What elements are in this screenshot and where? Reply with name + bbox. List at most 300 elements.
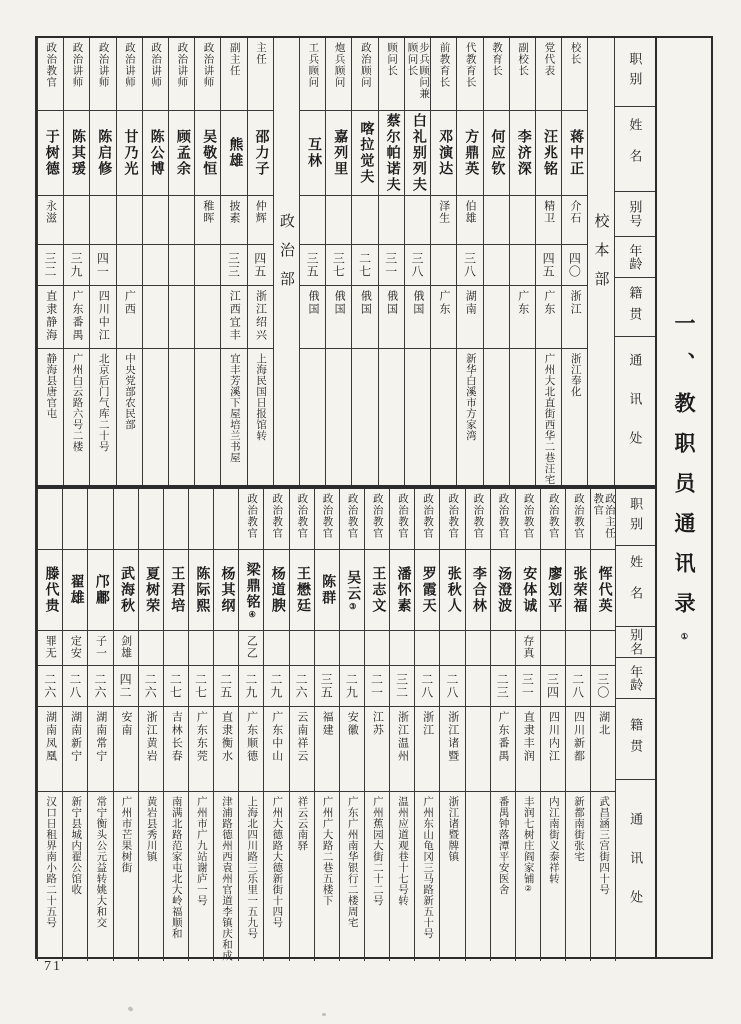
person-column [188, 489, 213, 961]
cell-origin [300, 286, 325, 349]
cell-origin [466, 707, 490, 792]
cell-origin [315, 707, 339, 792]
cell-address [38, 349, 63, 485]
cell-name [440, 550, 464, 631]
person-role: 政治教官 [246, 493, 258, 539]
person-name: 嘉列里 [332, 129, 348, 177]
cell-age [63, 666, 87, 707]
person-role: 政治讲师 [150, 42, 162, 88]
cell-origin [214, 707, 238, 792]
cell-address [510, 349, 535, 485]
person-age: 二九 [243, 673, 258, 699]
cell-age [379, 245, 404, 286]
cell-role [390, 489, 414, 550]
cell-role [63, 489, 87, 550]
person-column [37, 489, 62, 961]
header-name-label: 姓名 [627, 118, 643, 180]
cell-origin [484, 286, 509, 349]
person-column [89, 38, 115, 485]
person-name: 罗霞天 [420, 566, 436, 614]
header-alias [616, 627, 655, 658]
person-origin: 广东东莞 [195, 711, 208, 763]
cell-origin [290, 707, 314, 792]
person-age: 三五 [305, 252, 320, 278]
person-column [238, 489, 263, 961]
cell-age [466, 666, 490, 707]
person-age: 三三 [226, 252, 241, 278]
cell-origin [562, 286, 587, 349]
cell-age [214, 666, 238, 707]
cell-address [415, 792, 439, 961]
person-age: 四二 [118, 673, 133, 699]
cell-address [38, 792, 62, 961]
header-age-label: 年龄 [627, 244, 643, 270]
person-alias: 泽生 [437, 200, 450, 224]
cell-name [143, 111, 168, 196]
cell-role [352, 38, 377, 111]
header-origin [615, 278, 655, 337]
cell-alias [139, 631, 163, 666]
cell-address [63, 792, 87, 961]
cell-origin [390, 707, 414, 792]
cell-origin [591, 707, 615, 792]
cell-role [440, 489, 464, 550]
cell-origin [491, 707, 515, 792]
person-origin: 俄国 [306, 290, 319, 316]
person-origin: 广东 [542, 290, 555, 316]
cell-age [541, 666, 565, 707]
cell-origin [379, 286, 404, 349]
cell-role [300, 38, 325, 111]
person-origin: 直隶丰润 [522, 711, 535, 763]
cell-role [64, 38, 89, 111]
person-address: 常宁衡头公元益转姚大和交 [95, 796, 107, 928]
title-margin-strip [655, 38, 711, 957]
person-age: 四五 [541, 252, 556, 278]
cell-origin [169, 286, 194, 349]
person-column [37, 38, 63, 485]
cell-age [516, 666, 540, 707]
cell-role [415, 489, 439, 550]
person-column [378, 38, 404, 485]
person-alias: 披素 [228, 200, 241, 224]
cell-alias [114, 631, 138, 666]
cell-alias [466, 631, 490, 666]
person-column [220, 38, 246, 485]
cell-address [164, 792, 188, 961]
cell-address [591, 792, 615, 961]
header-name [615, 107, 655, 192]
cell-origin [164, 707, 188, 792]
person-name: 方鼎英 [463, 129, 479, 177]
cell-alias [491, 631, 515, 666]
cell-role [248, 38, 273, 111]
person-age: 四〇 [567, 252, 582, 278]
person-role: 政治讲师 [71, 42, 83, 88]
cell-name [248, 111, 273, 196]
cell-alias [516, 631, 540, 666]
cell-age [169, 245, 194, 286]
person-name: 顾孟余 [174, 129, 190, 177]
cell-name [38, 111, 63, 196]
person-age: 三七 [331, 252, 346, 278]
cell-age [340, 666, 364, 707]
footnote-mark: ② [523, 884, 533, 893]
cell-alias [90, 196, 115, 245]
cell-name [466, 550, 490, 631]
person-origin: 直隶衡水 [220, 711, 233, 763]
cell-address [189, 792, 213, 961]
person-origin: 湖北 [597, 711, 610, 737]
person-age: 二八 [444, 673, 459, 699]
person-name: 互林 [305, 137, 321, 169]
person-age: 三一 [383, 252, 398, 278]
cell-age [352, 245, 377, 286]
person-role: 步兵顾问兼顾问长 [406, 42, 430, 100]
cell-role [541, 489, 565, 550]
cell-address [326, 349, 351, 485]
header-role-label: 职别 [627, 52, 643, 92]
person-name: 翟雄 [68, 574, 84, 606]
header-column-top [614, 38, 655, 485]
person-name: 李合林 [470, 566, 486, 614]
person-origin: 吉林长春 [170, 711, 183, 763]
cell-alias [431, 196, 456, 245]
cell-alias [248, 196, 273, 245]
cell-name [365, 550, 389, 631]
header-origin-label: 籍贯 [627, 286, 643, 328]
person-name: 梁鼎铭④ [244, 561, 260, 619]
header-age [616, 658, 655, 699]
person-address: 北京后门气库二十号 [97, 353, 109, 452]
cell-address [379, 349, 404, 485]
cell-alias [415, 631, 439, 666]
cell-alias [38, 631, 62, 666]
person-address: 广州大北直街西华二巷汪宅 [543, 353, 555, 485]
cell-name [239, 550, 263, 631]
cell-origin [510, 286, 535, 349]
person-origin: 湖南凤凰 [44, 711, 57, 763]
person-role: 政治讲师 [176, 42, 188, 88]
cell-origin [415, 707, 439, 792]
cell-age [415, 666, 439, 707]
person-name: 潘怀素 [395, 566, 411, 614]
cell-address [239, 792, 263, 961]
person-address: 宜丰芳溪下屋培兰书屋 [228, 353, 240, 463]
cell-role [117, 38, 142, 111]
person-origin: 安徽 [346, 711, 359, 737]
cell-name [90, 111, 115, 196]
cell-age [365, 666, 389, 707]
cell-role [114, 489, 138, 550]
cell-age [405, 245, 430, 286]
cell-origin [139, 707, 163, 792]
cell-origin [457, 286, 482, 349]
person-name: 杨道腴 [269, 566, 285, 614]
person-age: 二六 [42, 673, 57, 699]
person-address: 广州市芒果树街 [120, 796, 132, 873]
person-column [314, 489, 339, 961]
person-column [289, 489, 314, 961]
person-address: 静海县唐官屯 [45, 353, 57, 419]
person-role: 教育长 [490, 42, 502, 77]
person-alias: 子一 [94, 635, 107, 659]
cell-address [195, 349, 220, 485]
cell-age [221, 245, 246, 286]
person-column [194, 38, 220, 485]
cell-origin [541, 707, 565, 792]
person-address: 汉口日租界南小路二十五号 [45, 796, 57, 928]
person-address: 武昌涵三宫街四十号 [598, 796, 610, 895]
person-column [430, 38, 456, 485]
person-role: 政治主任教官 [592, 493, 615, 539]
cell-alias [326, 196, 351, 245]
person-age: 四五 [252, 252, 267, 278]
cell-alias [63, 631, 87, 666]
header-role-label: 职别 [628, 497, 644, 537]
cell-age [457, 245, 482, 286]
person-origin: 俄国 [411, 290, 424, 316]
faculty-table-bottom [37, 487, 655, 961]
cell-name [510, 111, 535, 196]
person-column [490, 489, 515, 961]
person-column [456, 38, 482, 485]
person-column [168, 38, 194, 485]
cell-age [484, 245, 509, 286]
cell-origin [114, 707, 138, 792]
person-origin: 江西宜丰 [228, 290, 241, 342]
cell-name [214, 550, 238, 631]
person-address: 丰润七树庄阎家铺② [522, 796, 534, 893]
page-title-text: 一、教职员通讯录 [672, 312, 696, 632]
person-name: 邝鄘 [93, 574, 109, 606]
cell-role [195, 38, 220, 111]
person-name: 安体诚 [521, 566, 537, 614]
person-alias: 伯雄 [464, 200, 476, 224]
cell-alias [379, 196, 404, 245]
person-column [483, 38, 509, 485]
cell-name [379, 111, 404, 196]
person-role: 政治顾问 [359, 42, 371, 88]
person-name: 蒋中正 [568, 129, 584, 177]
person-age: 二七 [193, 673, 208, 699]
cell-address [340, 792, 364, 961]
header-column-bottom [615, 489, 655, 961]
cell-age [139, 666, 163, 707]
person-origin: 广东 [516, 290, 529, 316]
person-address: 新宁县城内翟公馆收 [70, 796, 82, 895]
person-column [465, 489, 490, 961]
cell-role [562, 38, 587, 111]
header-name [616, 546, 655, 627]
page-number: 71 [44, 959, 62, 974]
cell-origin [143, 286, 168, 349]
person-alias: 永滋 [44, 200, 57, 224]
cell-role [38, 489, 62, 550]
cell-name [566, 550, 590, 631]
person-column [339, 489, 364, 961]
person-name: 熊雄 [227, 137, 243, 169]
cell-age [510, 245, 535, 286]
cell-alias [390, 631, 414, 666]
header-role [615, 38, 655, 107]
cell-alias [541, 631, 565, 666]
cell-age [189, 666, 213, 707]
person-address: 上海北四川路三乐里一五九号 [246, 796, 258, 939]
header-alias [615, 192, 655, 237]
cell-role [326, 38, 351, 111]
cell-name [64, 111, 89, 196]
person-alias: 剑雄 [119, 635, 132, 659]
cell-name [221, 111, 246, 196]
cell-role [536, 38, 561, 111]
cell-origin [90, 286, 115, 349]
person-origin: 江苏 [371, 711, 384, 737]
person-age: 二八 [419, 673, 434, 699]
cell-age [390, 666, 414, 707]
cell-role [214, 489, 238, 550]
person-origin: 浙江 [569, 290, 582, 316]
cell-address [536, 349, 561, 485]
person-origin: 广东番禺 [70, 290, 83, 342]
person-address: 广东广州南华银行二楼周宅 [346, 796, 358, 928]
cell-alias [64, 196, 89, 245]
person-alias: 稚晖 [201, 200, 214, 224]
person-column [163, 489, 188, 961]
person-alias: 乙乙 [245, 635, 258, 659]
person-origin: 安南 [119, 711, 132, 737]
cell-address [214, 792, 238, 961]
person-name: 蔡尔帕诺夫 [384, 113, 400, 193]
scan-speck [127, 1006, 133, 1012]
person-role: 政治教官 [371, 493, 383, 539]
person-origin: 俄国 [333, 290, 346, 316]
cell-name [139, 550, 163, 631]
person-name: 陈其瑗 [70, 129, 86, 177]
person-age: 三二 [42, 252, 57, 278]
person-column [364, 489, 389, 961]
person-column [263, 489, 288, 961]
person-origin: 广西 [123, 290, 136, 316]
cell-name [536, 111, 561, 196]
cell-alias [88, 631, 112, 666]
cell-address [300, 349, 325, 485]
cell-name [352, 111, 377, 196]
cell-alias [484, 196, 509, 245]
person-origin: 云南祥云 [295, 711, 308, 763]
person-address: 广州广大路二巷五楼下 [321, 796, 333, 906]
cell-name [541, 550, 565, 631]
person-name: 汪兆铭 [541, 129, 557, 177]
cell-address [290, 792, 314, 961]
cell-name [457, 111, 482, 196]
cell-role [566, 489, 590, 550]
section-label [273, 38, 299, 485]
cell-name [264, 550, 288, 631]
person-role: 政治教官 [472, 493, 484, 539]
cell-age [164, 666, 188, 707]
person-origin: 俄国 [359, 290, 372, 316]
person-role: 校长 [569, 42, 581, 65]
person-name: 武海秋 [118, 566, 134, 614]
cell-address [440, 792, 464, 961]
cell-origin [195, 286, 220, 349]
person-column [389, 489, 414, 961]
person-age: 三八 [462, 252, 477, 278]
header-role [616, 489, 655, 546]
header-address [616, 780, 655, 961]
person-column [590, 489, 615, 961]
cell-alias [562, 196, 587, 245]
header-origin [616, 699, 655, 780]
person-age: 三四 [545, 673, 560, 699]
cell-age [290, 666, 314, 707]
cell-role [340, 489, 364, 550]
cell-origin [536, 286, 561, 349]
person-address: 广州大德路大德新街十四号 [271, 796, 283, 928]
person-column [247, 38, 273, 485]
cell-age [300, 245, 325, 286]
person-address: 温州应道观巷十七号转 [397, 796, 409, 906]
cell-origin [117, 286, 142, 349]
person-age: 二五 [218, 673, 233, 699]
person-name: 杨其纲 [219, 566, 235, 614]
person-role: 顾问长 [386, 42, 398, 77]
cell-age [239, 666, 263, 707]
cell-name [290, 550, 314, 631]
person-column [351, 38, 377, 485]
cell-origin [38, 286, 63, 349]
person-alias: 精卫 [542, 200, 555, 224]
cell-origin [88, 707, 112, 792]
cell-alias [352, 196, 377, 245]
cell-address [88, 792, 112, 961]
person-age: 三〇 [595, 673, 610, 699]
cell-alias [290, 631, 314, 666]
faculty-table-top [37, 38, 655, 487]
cell-name [484, 111, 509, 196]
person-origin: 浙江温州 [396, 711, 409, 763]
person-address: 津浦路德州西袁州官道李镇庆和成 [221, 796, 233, 961]
cell-origin [352, 286, 377, 349]
person-name: 何应钦 [489, 129, 505, 177]
cell-role [431, 38, 456, 111]
cell-alias [239, 631, 263, 666]
person-address: 上海民国日报馆转 [255, 353, 267, 441]
cell-role [38, 38, 63, 111]
cell-age [143, 245, 168, 286]
cell-age [566, 666, 590, 707]
person-origin: 浙江 [421, 711, 434, 737]
person-name: 于树德 [43, 129, 59, 177]
person-origin: 俄国 [385, 290, 398, 316]
person-origin: 直隶静海 [44, 290, 57, 342]
person-role: 政治教官 [45, 42, 57, 88]
person-address: 广州市广九站谢庐一号 [195, 796, 207, 906]
person-age: 二六 [143, 673, 158, 699]
person-address: 广州东山龟冈三马路新五十号 [422, 796, 434, 939]
cell-name [38, 550, 62, 631]
person-origin: 四川中江 [97, 290, 110, 342]
cell-address [541, 792, 565, 961]
person-age: 四一 [95, 252, 110, 278]
person-age: 二六 [294, 673, 309, 699]
cell-name [189, 550, 213, 631]
cell-role [466, 489, 490, 550]
cell-role [169, 38, 194, 111]
person-role: 政治教官 [447, 493, 459, 539]
cell-role [143, 38, 168, 111]
